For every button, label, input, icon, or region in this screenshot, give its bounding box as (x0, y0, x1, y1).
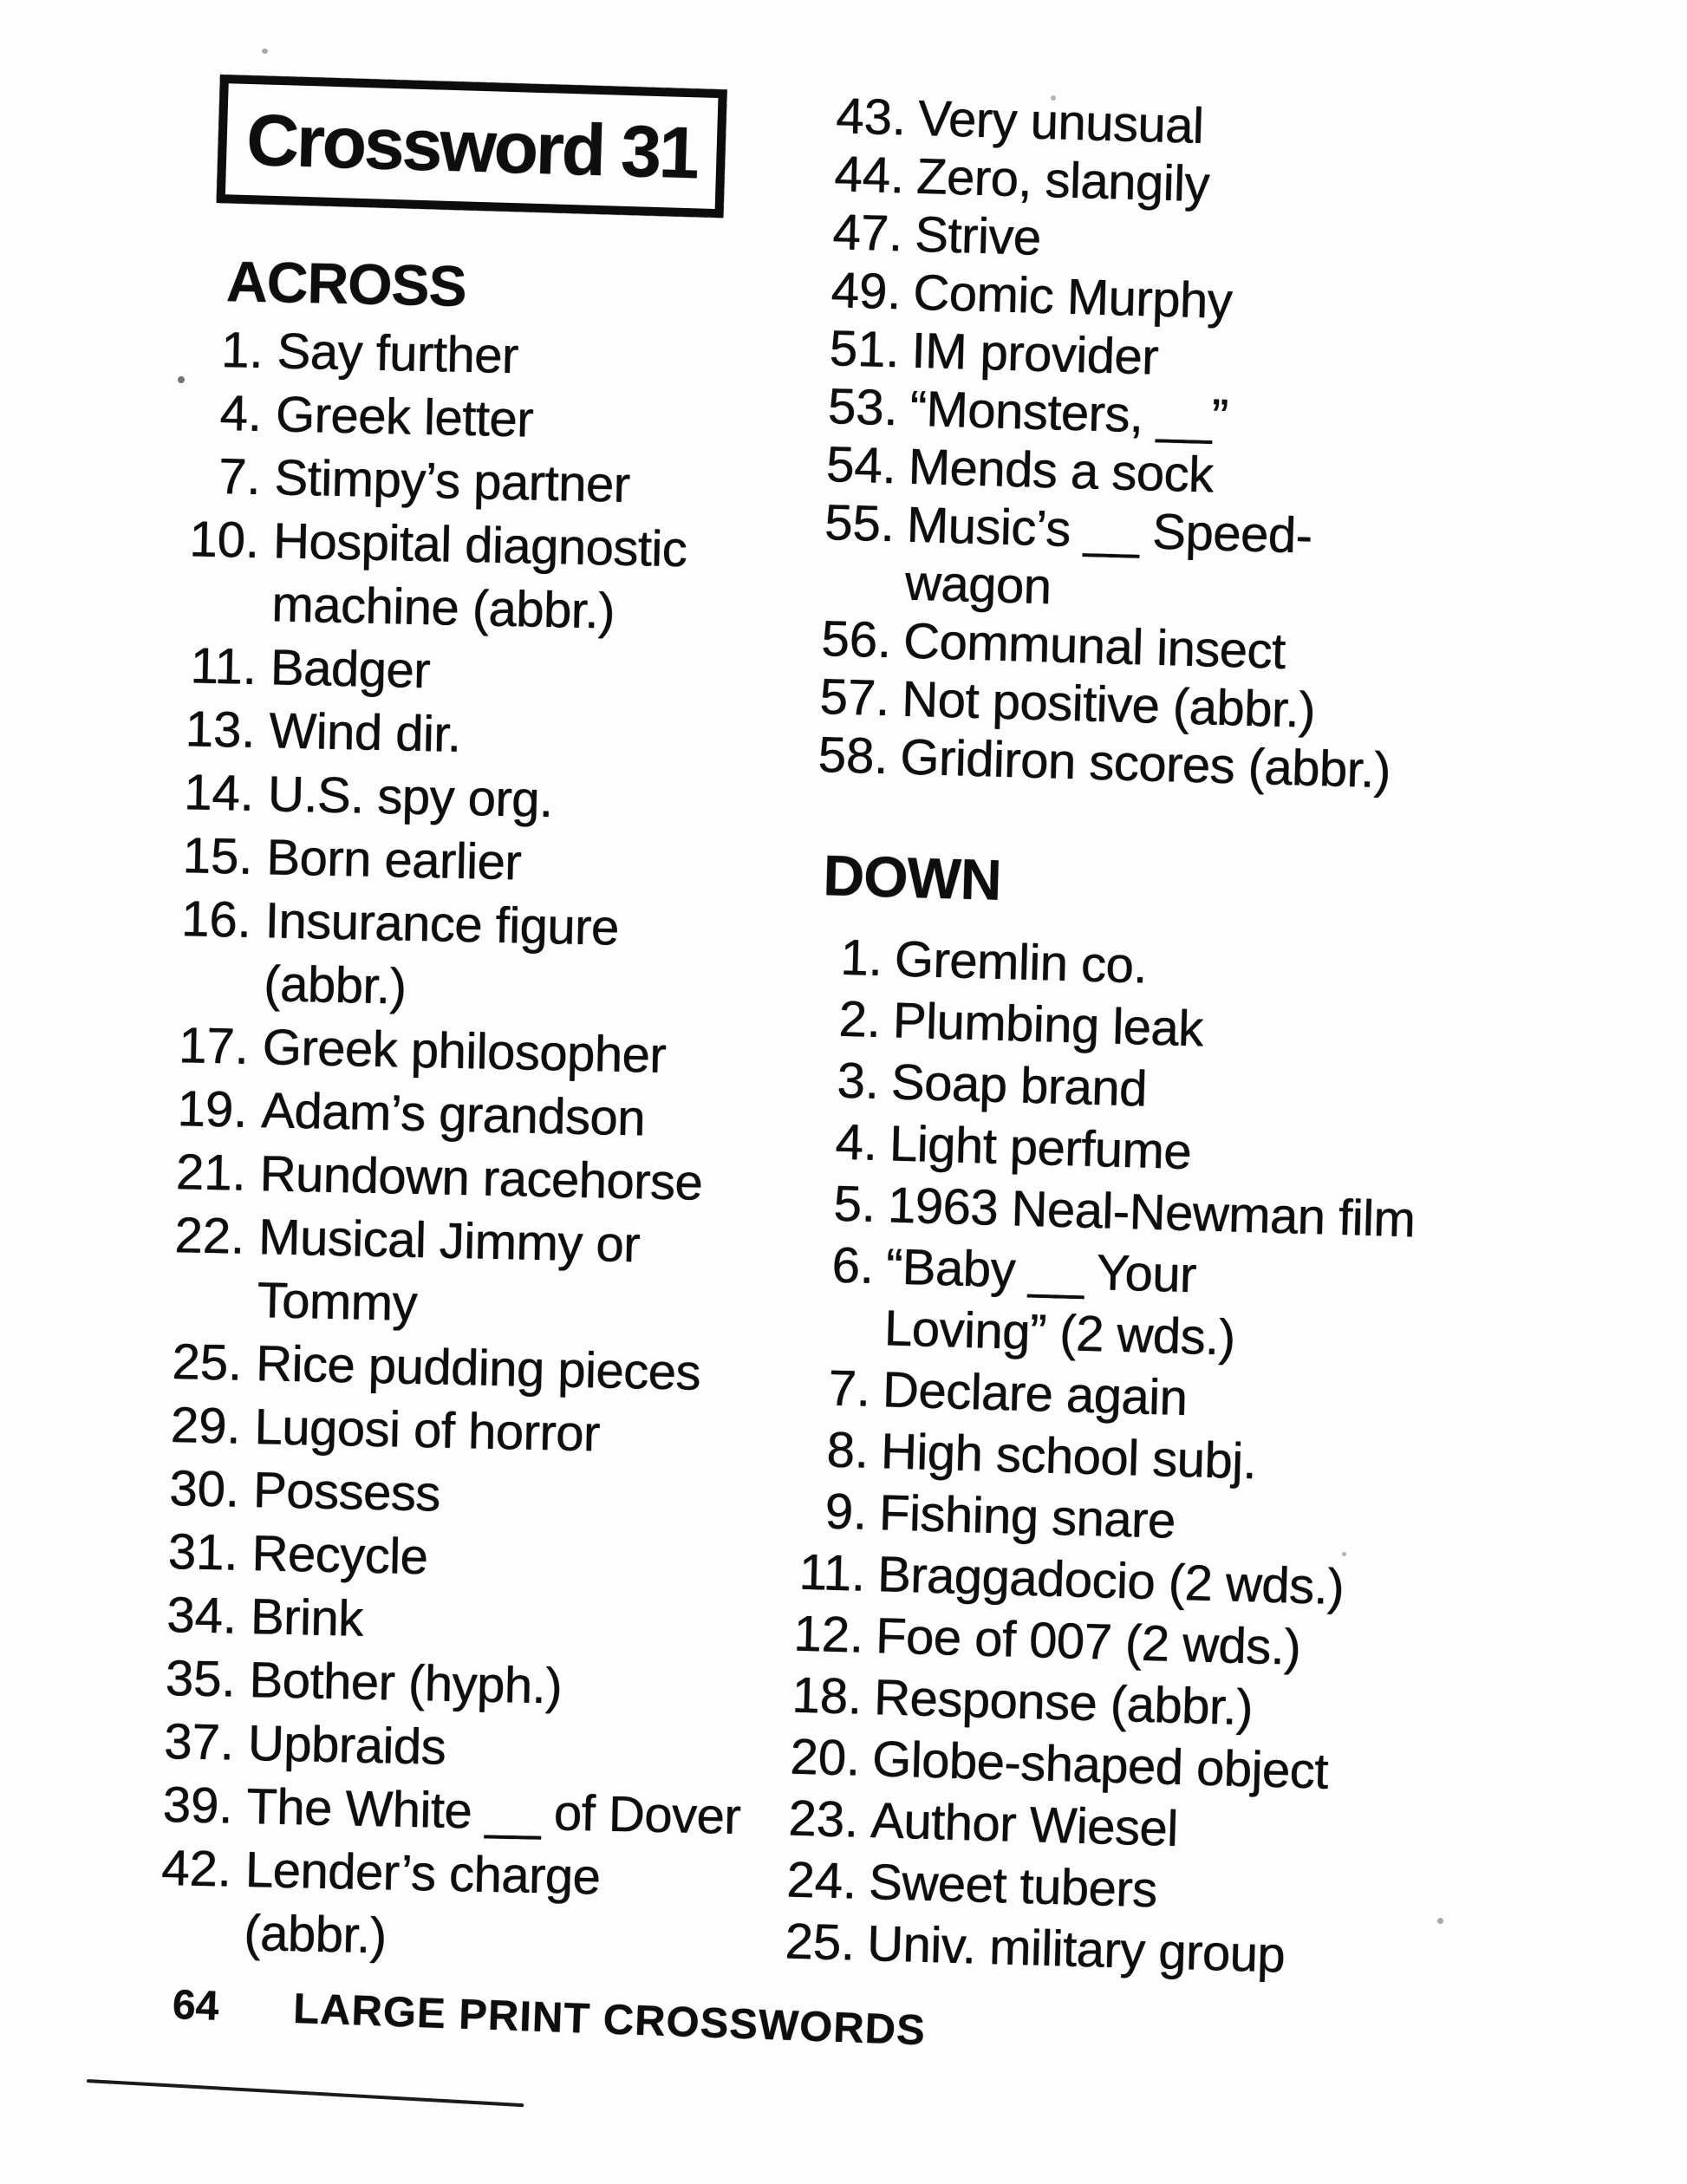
clue-text: Adam’s grandson (260, 1082, 646, 1147)
clue-number: 16. (180, 890, 252, 949)
clue-text: Musical Jimmy or Tommy (256, 1209, 641, 1332)
clue-text: Not positive (abbr.) (901, 670, 1316, 739)
clue-number: 17. (178, 1017, 250, 1075)
clue-number: 9. (824, 1483, 869, 1541)
clue-text: Declare again (882, 1361, 1189, 1427)
clue-text: Music’s __ Speed- wagon (904, 496, 1313, 616)
clue-number: 56. (820, 610, 893, 669)
clue-number: 3. (836, 1052, 880, 1110)
clue-text: Recycle (251, 1525, 428, 1586)
clue-text: Author Wiesel (870, 1792, 1179, 1857)
clue-text: Insurance figure (abbr.) (263, 892, 620, 1015)
scan-speck (1342, 1552, 1346, 1556)
clue-text: Globe-shaped object (871, 1731, 1329, 1800)
clue-number: 31. (167, 1522, 239, 1581)
clue-number: 30. (168, 1460, 240, 1518)
puzzle-title-box (217, 75, 727, 218)
clue-text: Communal insect (902, 612, 1286, 680)
clue-number: 24. (785, 1851, 858, 1910)
clue-text: Plumbing leak (892, 992, 1204, 1058)
clue-number: 11. (189, 637, 257, 695)
clue-row (795, 1233, 1622, 1379)
clue-number: 53. (827, 378, 899, 437)
scan-speck (1437, 1918, 1443, 1924)
clue-number: 57. (818, 668, 891, 727)
right-column (778, 87, 1653, 1995)
clue-number: 47. (831, 204, 904, 263)
clue-number: 19. (176, 1080, 248, 1138)
clue-number: 14. (183, 764, 255, 822)
clue-text: Braggadocio (2 wds.) (876, 1546, 1345, 1616)
clue-text: Born earlier (265, 829, 522, 891)
clue-number: 34. (166, 1586, 238, 1645)
book-title: LARGE PRINT CROSSWORDS (292, 1985, 927, 2055)
scan-line-artifact (87, 2079, 524, 2107)
clue-text: Possess (252, 1462, 441, 1522)
clue-text: Soap brand (890, 1053, 1148, 1118)
scan-speck (262, 49, 268, 54)
clue-text: Hospital diagnostic machine (abbr.) (270, 512, 687, 640)
clue-number: 54. (825, 436, 897, 495)
clue-text: Rundown racehorse (259, 1145, 703, 1211)
down-heading: DOWN (822, 843, 1002, 912)
clue-text: Bother (hyph.) (248, 1651, 563, 1715)
clue-number: 18. (791, 1666, 863, 1725)
across-heading: ACROSS (225, 249, 467, 318)
clue-number: 35. (165, 1649, 237, 1708)
clue-text: Greek letter (275, 386, 534, 448)
clue-text: Lender’s charge (abbr.) (243, 1841, 602, 1965)
clue-number: 37. (163, 1712, 235, 1771)
clue-text: Brink (250, 1588, 364, 1647)
clue-text: Mends a sock (907, 438, 1215, 504)
clue-number: 39. (162, 1776, 234, 1835)
clue-text: Strive (914, 205, 1042, 266)
clue-text: Univ. military group (866, 1915, 1286, 1984)
across-clue-list (147, 317, 866, 1977)
clue-number: 25. (171, 1333, 243, 1392)
clue-text: Lugosi of horror (253, 1398, 601, 1463)
clue-text: Response (abbr.) (873, 1669, 1254, 1737)
clue-text: Gridiron scores (abbr.) (899, 728, 1391, 799)
clue-row (160, 1203, 847, 1345)
clue-number: 13. (185, 701, 257, 759)
clue-number: 11. (798, 1543, 867, 1602)
clue-number: 4. (834, 1113, 878, 1171)
clue-text: IM provider (910, 322, 1159, 386)
clue-row (174, 507, 862, 649)
clue-text: Say further (276, 323, 519, 385)
clue-number: 29. (170, 1397, 242, 1455)
scan-speck (178, 376, 185, 383)
clue-text: Comic Murphy (912, 264, 1234, 330)
clue-number: 44. (833, 146, 906, 205)
clue-number: 5. (832, 1175, 876, 1233)
clue-text: The White __ of Dover (245, 1777, 741, 1845)
clue-text: Upbraids (247, 1714, 446, 1776)
clue-text: Badger (270, 639, 431, 700)
across-column (147, 250, 867, 1977)
clue-text: “Baby __ Your Loving” (2 wds.) (883, 1238, 1236, 1366)
clue-row (816, 493, 1642, 632)
clue-text: Zero, slangily (915, 147, 1210, 213)
clue-number: 51. (829, 320, 901, 379)
clue-number: 8. (825, 1421, 870, 1479)
clue-number: 43. (835, 88, 907, 147)
clue-number: 49. (830, 262, 902, 321)
clue-number: 1. (220, 321, 264, 379)
puzzle-title: Crossword 31 (245, 98, 699, 193)
scan-speck (1051, 95, 1056, 101)
clue-text: Sweet tubers (868, 1854, 1158, 1919)
clue-number: 15. (182, 827, 254, 885)
clue-text: Light perfume (889, 1115, 1192, 1181)
clue-text: Greek philosopher (262, 1019, 667, 1084)
clue-text: 1963 Neal-Newman film (887, 1177, 1417, 1248)
clue-number: 25. (784, 1913, 857, 1972)
across-clue-list-continued (811, 87, 1654, 806)
clue-text: Very unusual (917, 89, 1205, 155)
clue-number: 58. (817, 726, 889, 786)
clue-number: 1. (839, 929, 883, 988)
clue-number: 7. (218, 447, 262, 505)
clue-number: 12. (792, 1605, 865, 1664)
page-footer (172, 1980, 927, 2055)
clue-text: Wind dir. (268, 702, 462, 763)
clue-number: 23. (787, 1790, 860, 1848)
clue-number: 7. (827, 1359, 871, 1418)
clue-text: Fishing snare (878, 1484, 1176, 1549)
clue-row (147, 1836, 834, 1978)
clue-number: 10. (188, 511, 260, 569)
clue-text: Rice pudding pieces (255, 1335, 701, 1401)
clue-text: “Monsters, __” (909, 380, 1229, 446)
clue-text: U.S. spy org. (267, 766, 554, 829)
clue-text: Gremlin co. (894, 930, 1148, 994)
clue-text: High school subj. (880, 1423, 1258, 1490)
clue-row (166, 887, 854, 1028)
clue-number: 2. (837, 990, 882, 1049)
down-clue-list (778, 926, 1630, 1995)
clue-text: Foe of 007 (2 wds.) (875, 1607, 1302, 1676)
clue-number: 22. (173, 1207, 245, 1265)
clue-number: 21. (175, 1144, 247, 1202)
clue-number: 4. (219, 384, 263, 442)
clue-number: 42. (160, 1839, 232, 1898)
clue-text: Stimpy’s partner (273, 449, 631, 513)
clue-number: 6. (830, 1236, 875, 1294)
clue-number: 55. (824, 494, 896, 553)
clue-number: 20. (789, 1728, 862, 1787)
page-number: 64 (172, 1981, 220, 2030)
